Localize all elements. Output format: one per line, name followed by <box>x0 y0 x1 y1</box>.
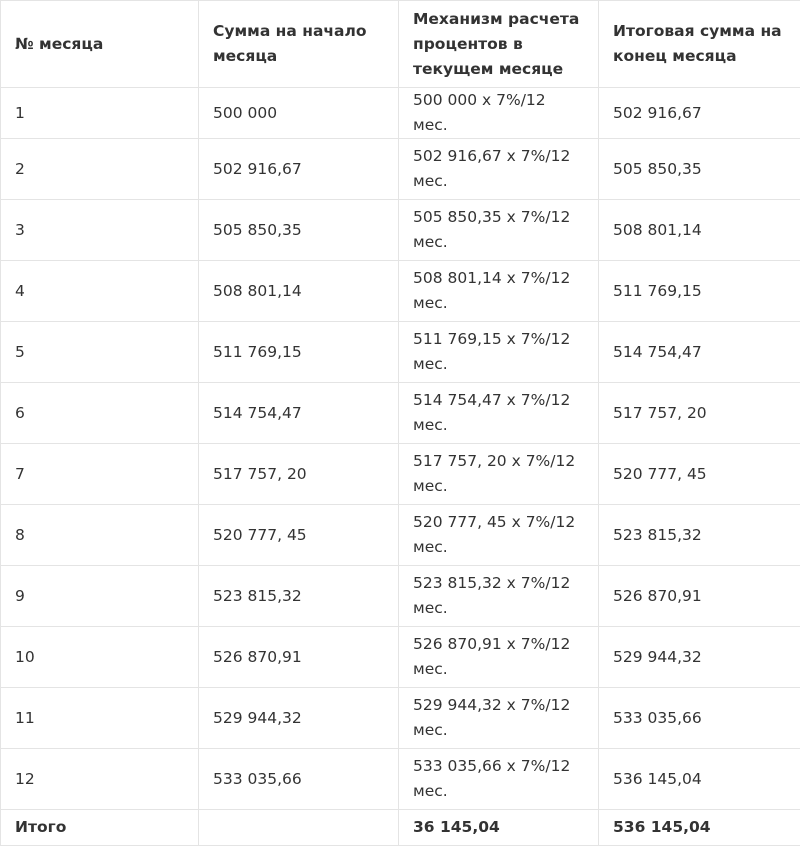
total-interest: 36 145,04 <box>399 810 599 846</box>
cell-end-sum: 511 769,15 <box>599 261 800 322</box>
cell-end-sum: 508 801,14 <box>599 200 800 261</box>
cell-calc: 514 754,47 х 7%/12 мес. <box>399 383 599 444</box>
cell-end-sum: 520 777, 45 <box>599 444 800 505</box>
cell-calc: 508 801,14 х 7%/12 мес. <box>399 261 599 322</box>
cell-end-sum: 526 870,91 <box>599 566 800 627</box>
cell-end-sum: 514 754,47 <box>599 322 800 383</box>
cell-calc: 520 777, 45 х 7%/12 мес. <box>399 505 599 566</box>
total-end-sum: 536 145,04 <box>599 810 800 846</box>
cell-end-sum: 533 035,66 <box>599 688 800 749</box>
table-row <box>1 322 800 383</box>
cell-start-sum: 505 850,35 <box>199 200 399 261</box>
cell-month: 6 <box>1 383 199 444</box>
cell-start-sum: 533 035,66 <box>199 749 399 810</box>
table-body <box>1 88 800 846</box>
table-row <box>1 200 800 261</box>
cell-month: 11 <box>1 688 199 749</box>
cell-calc: 517 757, 20 х 7%/12 мес. <box>399 444 599 505</box>
cell-month: 3 <box>1 200 199 261</box>
header-month-number: № месяца <box>1 1 199 88</box>
total-row <box>1 810 800 846</box>
cell-calc: 500 000 х 7%/12 мес. <box>399 88 599 139</box>
cell-month: 2 <box>1 139 199 200</box>
cell-month: 10 <box>1 627 199 688</box>
cell-calc: 529 944,32 х 7%/12 мес. <box>399 688 599 749</box>
cell-calc: 523 815,32 х 7%/12 мес. <box>399 566 599 627</box>
table-row <box>1 505 800 566</box>
table-row <box>1 88 800 139</box>
cell-calc: 502 916,67 х 7%/12 мес. <box>399 139 599 200</box>
cell-end-sum: 505 850,35 <box>599 139 800 200</box>
cell-start-sum: 508 801,14 <box>199 261 399 322</box>
table-row <box>1 383 800 444</box>
cell-start-sum: 517 757, 20 <box>199 444 399 505</box>
cell-start-sum: 526 870,91 <box>199 627 399 688</box>
cell-month: 1 <box>1 88 199 139</box>
cell-end-sum: 536 145,04 <box>599 749 800 810</box>
table-row <box>1 139 800 200</box>
cell-end-sum: 529 944,32 <box>599 627 800 688</box>
cell-month: 7 <box>1 444 199 505</box>
cell-month: 8 <box>1 505 199 566</box>
cell-calc: 505 850,35 х 7%/12 мес. <box>399 200 599 261</box>
total-label: Итого <box>1 810 199 846</box>
cell-month: 5 <box>1 322 199 383</box>
cell-start-sum: 511 769,15 <box>199 322 399 383</box>
cell-end-sum: 523 815,32 <box>599 505 800 566</box>
cell-start-sum: 529 944,32 <box>199 688 399 749</box>
cell-end-sum: 517 757, 20 <box>599 383 800 444</box>
table-row <box>1 261 800 322</box>
cell-calc: 526 870,91 х 7%/12 мес. <box>399 627 599 688</box>
cell-start-sum: 514 754,47 <box>199 383 399 444</box>
header-row <box>1 1 800 88</box>
cell-end-sum: 502 916,67 <box>599 88 800 139</box>
header-start-sum: Сумма на начало месяца <box>199 1 399 88</box>
cell-month: 4 <box>1 261 199 322</box>
cell-month: 9 <box>1 566 199 627</box>
table-header <box>1 1 800 88</box>
total-start-sum <box>199 810 399 846</box>
cell-start-sum: 502 916,67 <box>199 139 399 200</box>
header-calc-mechanism: Механизм расчета процентов в текущем месяце <box>399 1 599 88</box>
table-row <box>1 627 800 688</box>
cell-start-sum: 520 777, 45 <box>199 505 399 566</box>
cell-start-sum: 523 815,32 <box>199 566 399 627</box>
table-row <box>1 688 800 749</box>
header-end-sum: Итоговая сумма на конец месяца <box>599 1 800 88</box>
table-row <box>1 566 800 627</box>
table-row <box>1 444 800 505</box>
cell-calc: 511 769,15 х 7%/12 мес. <box>399 322 599 383</box>
cell-start-sum: 500 000 <box>199 88 399 139</box>
cell-month: 12 <box>1 749 199 810</box>
cell-calc: 533 035,66 х 7%/12 мес. <box>399 749 599 810</box>
table-row <box>1 749 800 810</box>
